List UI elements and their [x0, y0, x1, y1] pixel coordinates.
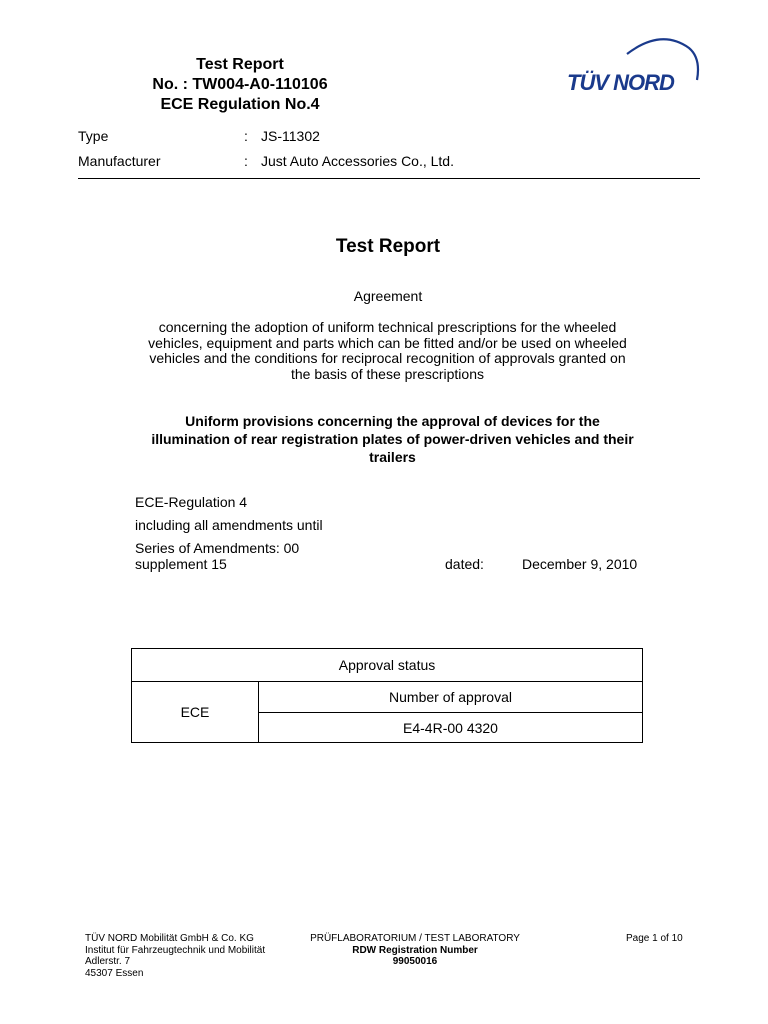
dated-label: dated: [445, 556, 484, 572]
main-title: Test Report [335, 236, 441, 257]
footer-lab [304, 933, 526, 968]
footer-street: Adlerstr. 7 [85, 956, 131, 967]
approval-table [131, 648, 643, 743]
report-title-line: Test Report [196, 56, 284, 73]
type-separator: : [244, 128, 248, 144]
footer-address [85, 933, 265, 979]
footer-city: 45307 Essen [85, 967, 144, 979]
footer-company: TÜV NORD Mobilität GmbH & Co. KG [85, 933, 254, 944]
agreement-heading: Agreement [353, 288, 423, 304]
regulation-heading: ECE Regulation No.4 [160, 96, 320, 113]
agreement-text: concerning the adoption of uniform technical prescriptions for the wheeled vehicles, equipment and parts which can be fitted and/or be used on wheeled vehicles and the conditions for reciprocal recognition of approvals granted on the basis of these prescriptions [148, 319, 627, 382]
manufacturer-label: Manufacturer [78, 153, 161, 169]
report-number: No. : TW004-A0-110106 [152, 76, 328, 93]
page-number: Page 1 of 10 [626, 933, 683, 944]
footer-rdw-label: RDW Registration Number [352, 944, 478, 956]
regulation-line: ECE-Regulation 4 [135, 494, 248, 510]
type-label: Type [78, 128, 109, 144]
logo-wordmark: TÜV NORD [567, 70, 674, 95]
footer-lab-name: PRÜFLABORATORIUM / TEST LABORATORY [310, 933, 520, 944]
header-divider [78, 178, 700, 179]
manufacturer-separator: : [244, 153, 248, 169]
amendments-note: including all amendments until [135, 517, 323, 533]
manufacturer-value: Just Auto Accessories Co., Ltd. [261, 153, 454, 169]
type-value: JS-11302 [261, 128, 320, 144]
provisions-text: Uniform provisions concerning the approval of devices for the illumination of rear registration plates of power-driven vehicles and their trailers [151, 413, 634, 465]
footer-institute: Institut für Fahrzeugtechnik und Mobilität [85, 944, 266, 956]
dated-value: December 9, 2010 [522, 556, 638, 572]
approval-number-value: E4-4R-00 4320 [259, 713, 643, 743]
type-row [78, 128, 698, 148]
approval-status-header: Approval status [132, 649, 643, 682]
manufacturer-row [78, 153, 698, 173]
supplement-line: supplement 15 [135, 556, 227, 572]
ece-cell: ECE [132, 682, 259, 743]
series-amendments: Series of Amendments: 00 [135, 540, 300, 556]
footer-rdw-number: 99050016 [392, 956, 438, 967]
number-of-approval-label: Number of approval [259, 682, 643, 713]
